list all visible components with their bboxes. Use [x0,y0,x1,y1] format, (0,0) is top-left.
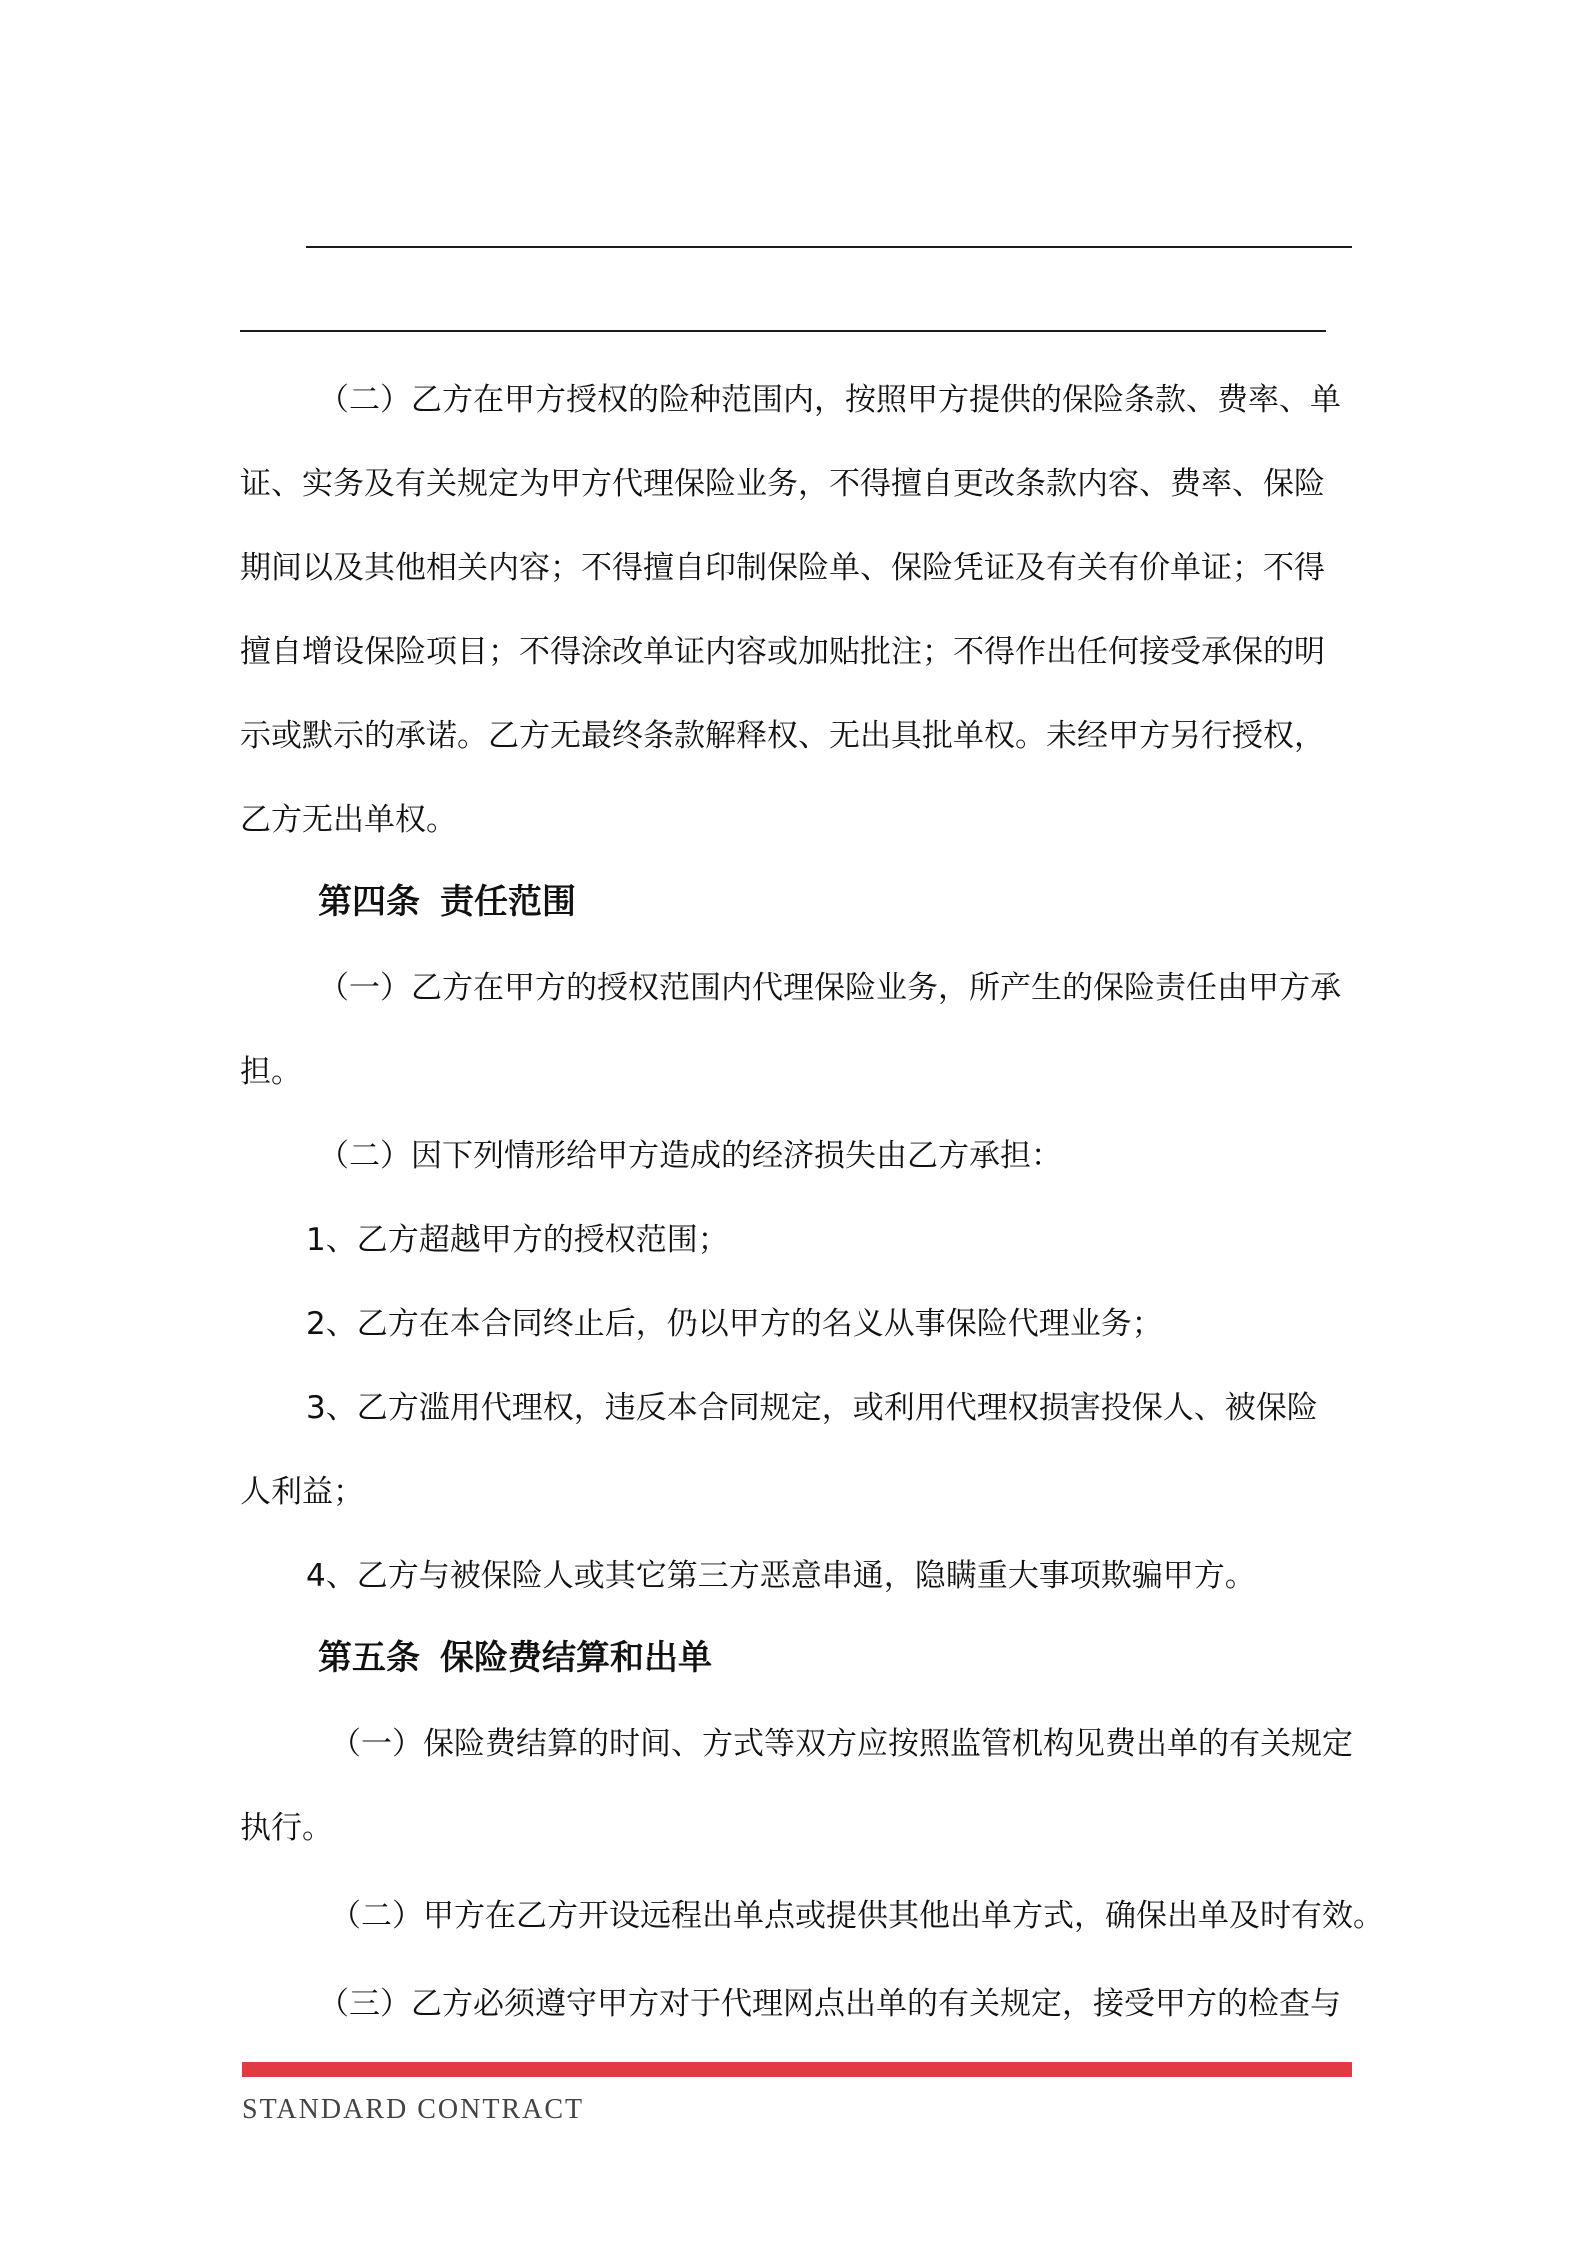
list-item: 4、乙方与被保险人或其它第三方恶意串通，隐瞒重大事项欺骗甲方。 [306,1558,1256,1594]
footer-accent-bar [242,2062,1352,2077]
paragraph-line: 示或默示的承诺。乙方无最终条款解释权、无出具批单权。未经甲方另行授权， [240,718,1325,754]
article-number: 第五条 [318,1638,420,1678]
paragraph-line: （一）保险费结算的时间、方式等双方应按照监管机构见费出单的有关规定 [330,1726,1353,1762]
article-4-heading [318,874,576,923]
list-item: 1、乙方超越甲方的授权范围； [306,1222,729,1258]
article-number: 第四条 [318,882,420,922]
footer-label: STANDARD CONTRACT [242,2094,585,2125]
paragraph-line: （二）甲方在乙方开设远程出单点或提供其他出单方式，确保出单及时有效。 [330,1898,1384,1934]
paragraph-line: （三）乙方必须遵守甲方对于代理网点出单的有关规定，接受甲方的检查与 [318,1986,1341,2022]
paragraph-line: 执行。 [240,1810,333,1846]
paragraph-line: （一）乙方在甲方的授权范围内代理保险业务，所产生的保险责任由甲方承 [318,970,1341,1006]
paragraph-line: 证、实务及有关规定为甲方代理保险业务，不得擅自更改条款内容、费率、保险 [240,466,1325,502]
list-item: 2、乙方在本合同终止后，仍以甲方的名义从事保险代理业务； [306,1306,1163,1342]
paragraph-line: 擅自增设保险项目；不得涂改单证内容或加贴批注；不得作出任何接受承保的明 [240,634,1325,670]
fill-in-blank-line-1 [306,246,1352,248]
article-5-heading [318,1630,712,1679]
article-title: 保险费结算和出单 [440,1638,712,1678]
paragraph-line: （二）因下列情形给甲方造成的经济损失由乙方承担： [318,1138,1062,1174]
list-item: 3、乙方滥用代理权，违反本合同规定，或利用代理权损害投保人、被保险 [306,1390,1318,1426]
paragraph-line: 期间以及其他相关内容；不得擅自印制保险单、保险凭证及有关有价单证；不得 [240,550,1325,586]
paragraph-line: （二）乙方在甲方授权的险种范围内，按照甲方提供的保险条款、费率、单 [318,382,1341,418]
fill-in-blank-line-2 [240,330,1326,332]
paragraph-line: 乙方无出单权。 [240,802,457,838]
paragraph-line: 担。 [240,1054,302,1090]
list-item-continuation: 人利益； [240,1474,364,1510]
article-title: 责任范围 [440,882,576,922]
